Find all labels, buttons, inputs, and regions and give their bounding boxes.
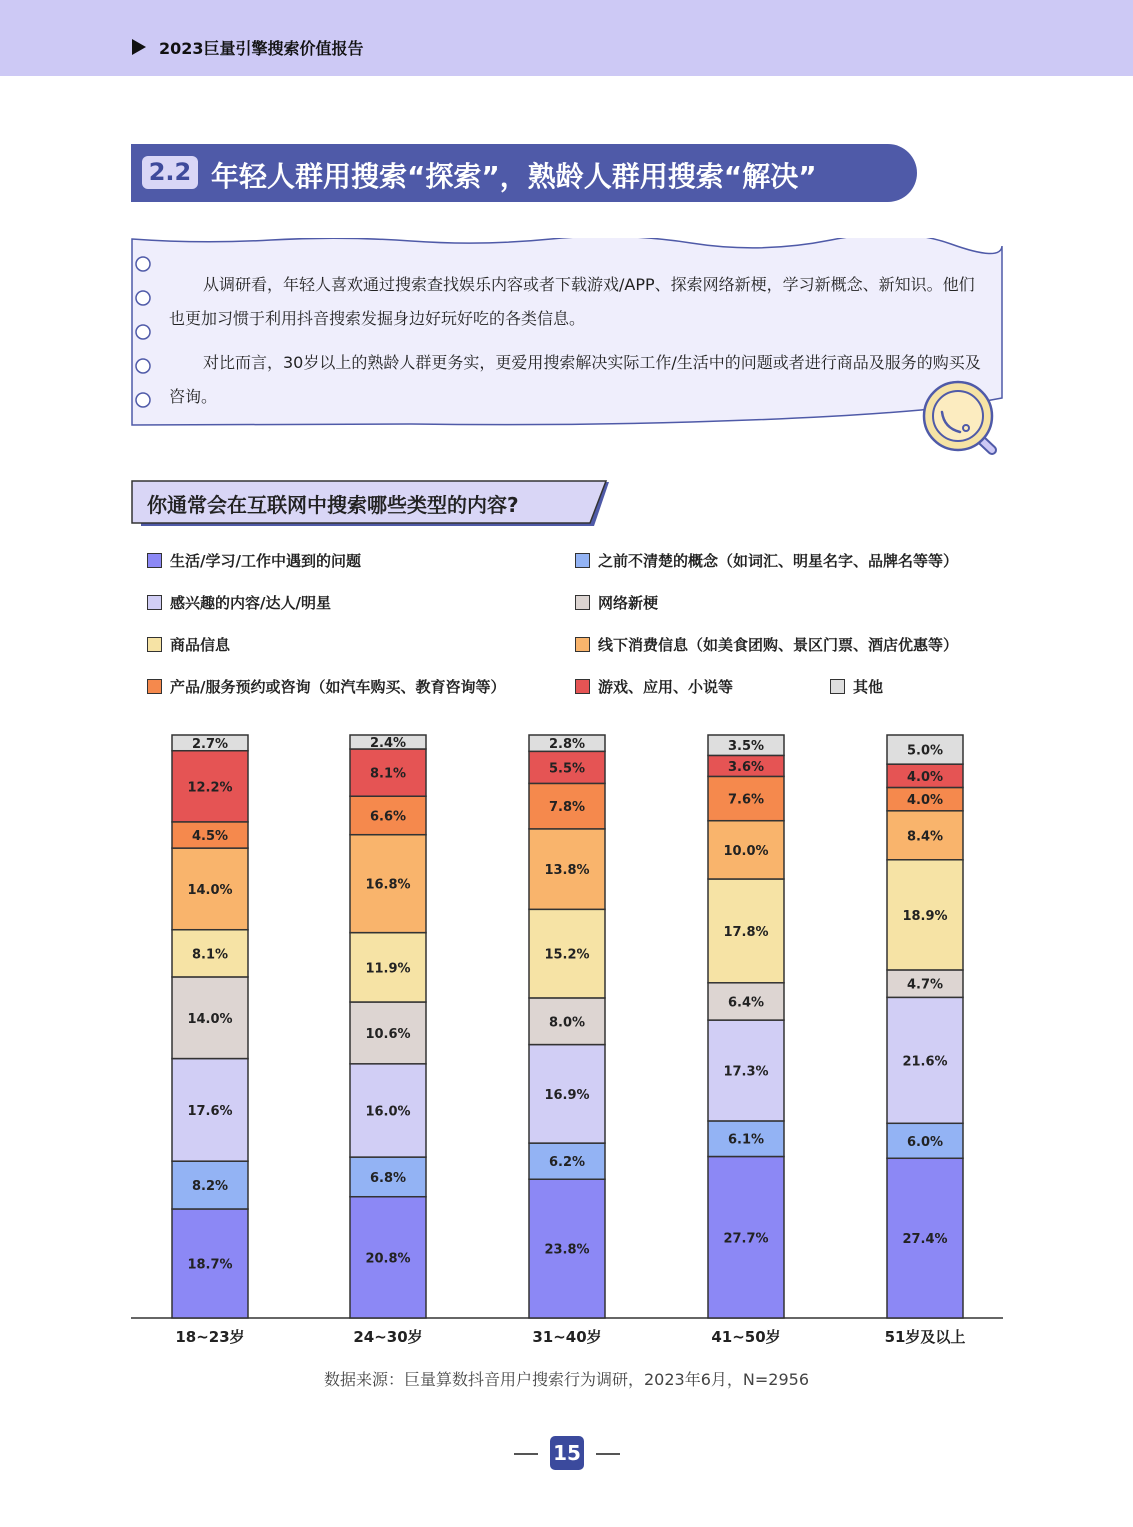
legend-label: 网络新梗 <box>598 594 659 612</box>
data-label: 5.5% <box>548 761 586 777</box>
section-title: 年轻人群用搜索“探索”，熟龄人群用搜索“解决” <box>211 160 817 193</box>
data-label: 21.6% <box>902 1054 948 1070</box>
data-label: 4.0% <box>906 769 944 785</box>
question-text: 你通常会在互联网中搜索哪些类型的内容? <box>147 493 519 517</box>
data-label: 16.8% <box>365 877 411 893</box>
data-label: 5.0% <box>906 743 944 759</box>
data-label: 4.7% <box>906 977 944 993</box>
data-label: 8.0% <box>548 1015 586 1031</box>
data-label: 6.8% <box>369 1170 407 1186</box>
data-label: 14.0% <box>187 1011 233 1027</box>
data-label: 6.0% <box>906 1134 944 1150</box>
data-label: 17.3% <box>723 1064 769 1080</box>
data-label: 12.2% <box>187 780 233 796</box>
legend-label: 其他 <box>853 678 884 696</box>
data-label: 6.4% <box>727 995 765 1011</box>
legend-label: 游戏、应用、小说等 <box>598 678 734 696</box>
data-label: 8.2% <box>191 1179 229 1195</box>
x-tick-label: 24~30岁 <box>353 1328 423 1346</box>
data-label: 10.6% <box>365 1026 411 1042</box>
report-title: 2023巨量引擎搜索价值报告 <box>159 39 364 58</box>
data-label: 16.9% <box>544 1087 590 1103</box>
data-label: 8.1% <box>369 766 407 782</box>
data-label: 11.9% <box>365 961 411 977</box>
data-label: 3.6% <box>727 759 765 775</box>
data-label: 18.7% <box>187 1257 233 1273</box>
page-footer <box>514 1436 620 1472</box>
page-number: 15 <box>550 1436 584 1470</box>
data-label: 13.8% <box>544 863 590 879</box>
data-label: 18.9% <box>902 908 948 924</box>
legend-label: 商品信息 <box>170 636 231 654</box>
data-label: 20.8% <box>365 1251 411 1267</box>
data-label: 7.6% <box>727 792 765 808</box>
data-label: 6.2% <box>548 1155 586 1171</box>
data-label: 14.0% <box>187 882 233 898</box>
data-label: 4.5% <box>191 828 229 844</box>
legend-label: 产品/服务预约或咨询（如汽车购买、教育咨询等） <box>170 678 506 696</box>
data-label: 10.0% <box>723 843 769 859</box>
x-tick-label: 31~40岁 <box>532 1328 602 1346</box>
legend-label: 感兴趣的内容/达人/明星 <box>170 594 331 612</box>
x-tick-label: 51岁及以上 <box>884 1328 966 1346</box>
data-label: 23.8% <box>544 1242 590 1258</box>
data-label: 27.7% <box>723 1231 769 1247</box>
data-label: 3.5% <box>727 739 765 755</box>
intro-paragraph-2: 对比而言，30岁以上的熟龄人群更务实，更爱用搜索解决实际工作/生活中的问题或者进行商品及服务的购买及咨询。 <box>169 353 981 406</box>
section-number: 2.2 <box>142 156 198 189</box>
data-label: 2.8% <box>548 737 586 753</box>
legend-label: 生活/学习/工作中遇到的问题 <box>170 552 361 570</box>
x-tick-label: 18~23岁 <box>175 1328 245 1346</box>
data-label: 6.1% <box>727 1132 765 1148</box>
data-label: 16.0% <box>365 1104 411 1120</box>
data-label: 6.6% <box>369 809 407 825</box>
data-label: 2.4% <box>369 735 407 751</box>
data-label: 7.8% <box>548 800 586 816</box>
legend-label: 线下消费信息（如美食团购、景区门票、酒店优惠等） <box>598 636 959 654</box>
data-label: 27.4% <box>902 1232 948 1248</box>
data-label: 2.7% <box>191 736 229 752</box>
pager-line-right <box>596 1453 620 1455</box>
pager-line-left <box>514 1453 538 1455</box>
data-label: 8.4% <box>906 829 944 845</box>
legend-label: 之前不清楚的概念（如词汇、明星名字、品牌名等等） <box>598 552 959 570</box>
data-label: 4.0% <box>906 793 944 809</box>
intro-paragraph-1: 从调研看，年轻人喜欢通过搜索查找娱乐内容或者下载游戏/APP、探索网络新梗，学习新概念、新知识。他们也更加习惯于利用抖音搜索发掘身边好玩好吃的各类信息。 <box>169 275 975 328</box>
data-label: 8.1% <box>191 947 229 963</box>
data-label: 17.8% <box>723 924 769 940</box>
data-source: 数据来源：巨量算数抖音用户搜索行为调研，2023年6月，N=2956 <box>324 1370 809 1389</box>
data-label: 15.2% <box>544 947 590 963</box>
data-label: 17.6% <box>187 1103 233 1119</box>
x-tick-label: 41~50岁 <box>711 1328 781 1346</box>
